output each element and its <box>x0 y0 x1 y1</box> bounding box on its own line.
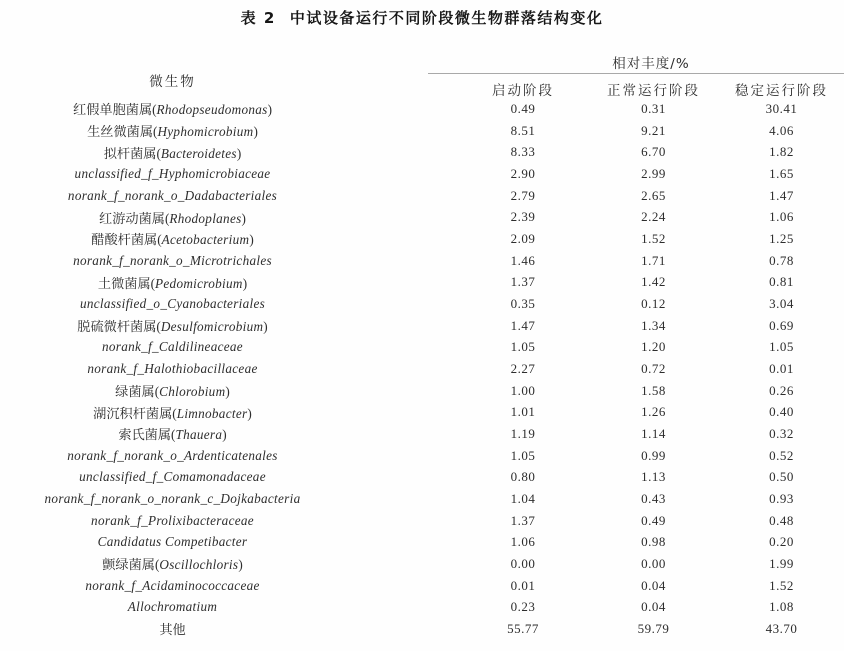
microbe-name-latin: Bacteroidetes <box>160 145 237 161</box>
microbe-name-latin: Allochromatium <box>127 599 218 615</box>
microbe-name <box>0 448 345 464</box>
value-normal-stage: 0.12 <box>641 295 666 311</box>
table-row <box>0 401 844 423</box>
microbe-name <box>0 208 345 227</box>
column-header-normal-stage: 正常运行阶段 <box>607 83 700 99</box>
value-normal-stage: 1.52 <box>641 230 666 246</box>
microbe-name <box>0 424 345 443</box>
value-startup-stage: 1.05 <box>510 447 536 463</box>
table-caption-title: 中试设备运行不同阶段微生物群落结构变化 <box>289 9 604 27</box>
value-stable-stage: 1.06 <box>769 209 794 225</box>
microbe-name-cn: 脱硫微杆菌属( <box>77 319 161 335</box>
value-startup-stage: 1.19 <box>510 425 536 441</box>
value-startup-stage: 8.51 <box>510 122 536 138</box>
microbe-name-suffix: ) <box>249 232 254 248</box>
microbe-name <box>0 143 345 162</box>
value-stable-stage: 0.26 <box>769 382 794 398</box>
value-normal-stage: 0.99 <box>641 447 666 463</box>
microbe-name <box>0 229 345 248</box>
microbe-name-latin: unclassified_o_Cyanobacteriales <box>79 295 266 311</box>
table-row <box>0 206 844 228</box>
value-normal-stage: 0.04 <box>641 577 666 593</box>
microbe-name <box>0 121 345 140</box>
microbe-name-cn: 醋酸杆菌属( <box>91 232 162 248</box>
microbe-name-cn: 索氏菌属( <box>118 427 176 443</box>
value-normal-stage: 0.72 <box>641 360 666 376</box>
value-normal-stage: 2.99 <box>641 165 666 181</box>
microbe-name-suffix: ) <box>253 124 258 139</box>
value-startup-stage: 1.37 <box>510 512 536 528</box>
value-startup-stage: 2.09 <box>510 230 536 246</box>
value-stable-stage: 1.82 <box>769 144 794 160</box>
value-startup-stage: 1.05 <box>510 339 536 355</box>
microbe-name <box>0 296 345 312</box>
value-stable-stage: 0.93 <box>769 490 794 506</box>
microbe-name-latin: norank_f_norank_o_norank_c_Dojkabacteria <box>44 490 301 506</box>
table-row <box>0 445 844 467</box>
microbe-name-latin: unclassified_f_Comamonadaceae <box>79 469 266 485</box>
microbe-name-latin: norank_f_Caldilineaceae <box>102 339 243 355</box>
microbe-name-latin: Rhodoplanes <box>169 210 242 226</box>
microbe-name-cn: 红假单胞菌属( <box>73 102 157 118</box>
value-startup-stage: 0.01 <box>510 577 536 593</box>
value-stable-stage: 0.52 <box>769 447 794 463</box>
microbe-name-latin: Limnobacter <box>176 405 248 421</box>
microbe-name-latin: Chlorobium <box>159 384 226 400</box>
value-stable-stage: 0.50 <box>769 469 794 485</box>
value-stable-stage: 1.47 <box>769 187 794 203</box>
value-normal-stage: 59.79 <box>637 620 670 636</box>
value-normal-stage: 1.13 <box>641 469 666 485</box>
value-normal-stage: 2.65 <box>641 187 666 203</box>
table-row <box>0 596 844 618</box>
table-row <box>0 510 844 532</box>
microbe-name-latin: Acetobacterium <box>161 232 250 248</box>
spanner-rule-line <box>428 73 844 74</box>
value-startup-stage: 8.33 <box>510 144 536 160</box>
microbe-name-cn: 其他 <box>159 622 186 638</box>
microbe-name <box>0 166 345 182</box>
table-row <box>0 423 844 445</box>
value-normal-stage: 9.21 <box>641 122 666 138</box>
table-row <box>0 531 844 553</box>
microbe-name-cn: 颤绿菌属( <box>102 557 160 573</box>
value-stable-stage: 1.52 <box>769 577 794 593</box>
value-normal-stage: 0.43 <box>641 490 666 506</box>
microbe-name-latin: norank_f_norank_o_Dadabacteriales <box>67 187 278 203</box>
microbe-name-suffix: ) <box>238 557 243 573</box>
microbe-name <box>0 491 345 507</box>
column-header-startup-stage: 启动阶段 <box>492 83 554 99</box>
table-row <box>0 336 844 358</box>
value-normal-stage: 1.14 <box>641 425 666 441</box>
value-stable-stage: 1.08 <box>769 599 794 615</box>
microbe-name-suffix: ) <box>242 275 248 291</box>
table-row <box>0 250 844 272</box>
value-startup-stage: 1.47 <box>510 317 536 333</box>
value-normal-stage: 0.04 <box>641 599 666 615</box>
microbe-name <box>0 578 345 594</box>
microbe-name-suffix: ) <box>225 384 230 400</box>
value-normal-stage: 1.34 <box>641 317 666 333</box>
value-stable-stage: 1.05 <box>769 339 794 355</box>
value-startup-stage: 1.00 <box>510 382 536 398</box>
value-stable-stage: 0.48 <box>769 512 794 528</box>
microbe-name-latin: Rhodopseudomonas <box>156 102 268 118</box>
microbe-name <box>0 534 345 550</box>
table-row <box>0 488 844 510</box>
value-startup-stage: 55.77 <box>507 620 539 636</box>
microbe-name-latin: Thauera <box>175 427 223 443</box>
microbe-name-suffix: ) <box>241 210 246 226</box>
table-row <box>0 271 844 293</box>
microbe-name-suffix: ) <box>267 102 272 118</box>
microbe-name-latin: Desulfomicrobium <box>160 319 264 335</box>
microbe-name <box>0 316 345 335</box>
microbe-name <box>0 253 345 269</box>
microbe-name-cn: 土微菌属( <box>97 275 156 291</box>
value-startup-stage: 0.23 <box>510 599 536 615</box>
value-stable-stage: 0.40 <box>769 404 794 420</box>
value-normal-stage: 2.24 <box>641 209 666 225</box>
value-normal-stage: 1.58 <box>641 382 666 398</box>
table-caption <box>0 7 844 28</box>
value-stable-stage: 1.99 <box>769 555 794 571</box>
value-startup-stage: 1.37 <box>510 274 536 290</box>
column-header-microbe: 微生物 <box>149 74 196 90</box>
microbe-name-cn: 红游动菌属( <box>99 210 170 226</box>
value-stable-stage: 0.32 <box>769 425 794 441</box>
microbe-name-cn: 生丝微菌属( <box>87 124 158 139</box>
value-startup-stage: 1.46 <box>510 252 536 268</box>
microbe-name-latin: norank_f_Prolixibacteraceae <box>91 512 254 528</box>
value-normal-stage: 0.00 <box>641 555 666 571</box>
value-normal-stage: 0.98 <box>641 534 666 550</box>
table-row <box>0 293 844 315</box>
table-row <box>0 466 844 488</box>
value-stable-stage: 1.65 <box>769 165 794 181</box>
table-body <box>0 98 844 640</box>
value-startup-stage: 0.49 <box>510 100 536 116</box>
table-row <box>0 120 844 142</box>
value-stable-stage: 43.70 <box>765 620 798 636</box>
table-caption-label: 表 2 <box>240 9 276 27</box>
value-normal-stage: 0.49 <box>641 512 666 528</box>
value-stable-stage: 4.06 <box>769 122 794 138</box>
microbe-name-suffix: ) <box>222 427 227 443</box>
microbe-name-latin: Candidatus Competibacter <box>97 534 248 550</box>
microbe-name-latin: unclassified_f_Hyphomicrobiaceae <box>74 165 271 181</box>
microbe-name <box>0 99 345 118</box>
value-startup-stage: 2.39 <box>510 209 536 225</box>
microbe-name <box>0 554 345 573</box>
value-stable-stage: 1.25 <box>769 230 794 246</box>
microbe-name-latin: Hyphomicrobium <box>157 124 254 139</box>
table-row <box>0 228 844 250</box>
microbe-name <box>0 188 345 204</box>
microbe-name-suffix: ) <box>236 145 242 161</box>
value-normal-stage: 1.42 <box>641 274 666 290</box>
microbe-name <box>0 339 345 355</box>
table-row <box>0 380 844 402</box>
microbe-name-latin: norank_f_norank_o_Microtrichales <box>73 252 272 268</box>
value-startup-stage: 1.04 <box>510 490 536 506</box>
microbe-name <box>0 513 345 529</box>
table-row <box>0 163 844 185</box>
value-normal-stage: 6.70 <box>641 144 666 160</box>
microbe-name-cn: 绿菌属( <box>115 384 160 400</box>
microbe-name-latin: Pedomicrobium <box>155 275 243 291</box>
value-stable-stage: 0.20 <box>769 534 794 550</box>
microbe-name-suffix: ) <box>247 405 252 421</box>
microbe-name <box>0 469 345 485</box>
microbe-name <box>0 361 345 377</box>
column-spanner-relative-abundance: 相对丰度/% <box>612 56 690 72</box>
table-row <box>0 141 844 163</box>
value-stable-stage: 0.01 <box>769 360 794 376</box>
value-stable-stage: 0.81 <box>769 274 794 290</box>
microbe-name <box>0 599 345 615</box>
table-row <box>0 315 844 337</box>
microbe-name <box>0 273 345 292</box>
value-startup-stage: 1.01 <box>510 404 536 420</box>
value-startup-stage: 2.79 <box>510 187 536 203</box>
table-row <box>0 358 844 380</box>
microbe-name-latin: Oscillochloris <box>159 557 239 573</box>
value-startup-stage: 0.00 <box>510 555 536 571</box>
value-normal-stage: 1.26 <box>641 404 666 420</box>
value-stable-stage: 0.69 <box>769 317 794 333</box>
value-startup-stage: 2.90 <box>510 165 536 181</box>
table-row <box>0 575 844 597</box>
column-header-stable-stage: 稳定运行阶段 <box>735 83 828 99</box>
value-stable-stage: 3.04 <box>769 295 794 311</box>
microbe-name <box>0 381 345 400</box>
microbe-name-cn: 湖沉积杆菌属( <box>93 405 177 421</box>
microbe-name-latin: norank_f_norank_o_Ardenticatenales <box>67 447 278 463</box>
microbe-name-suffix: ) <box>263 319 268 335</box>
microbe-name-latin: norank_f_Halothiobacillaceae <box>87 360 258 376</box>
value-normal-stage: 0.31 <box>641 100 666 116</box>
microbe-name-cn: 拟杆菌属( <box>103 145 161 161</box>
value-normal-stage: 1.71 <box>641 252 666 268</box>
value-stable-stage: 30.41 <box>765 100 798 116</box>
value-startup-stage: 0.80 <box>510 469 536 485</box>
value-normal-stage: 1.20 <box>641 339 666 355</box>
microbe-name <box>0 619 345 638</box>
value-startup-stage: 2.27 <box>510 360 536 376</box>
table-row <box>0 553 844 575</box>
microbe-name <box>0 403 345 422</box>
microbe-name-latin: norank_f_Acidaminococcaceae <box>85 577 260 593</box>
table-row <box>0 618 844 640</box>
table-row <box>0 98 844 120</box>
value-startup-stage: 1.06 <box>510 534 536 550</box>
value-startup-stage: 0.35 <box>510 295 536 311</box>
value-stable-stage: 0.78 <box>769 252 794 268</box>
table-row <box>0 185 844 207</box>
